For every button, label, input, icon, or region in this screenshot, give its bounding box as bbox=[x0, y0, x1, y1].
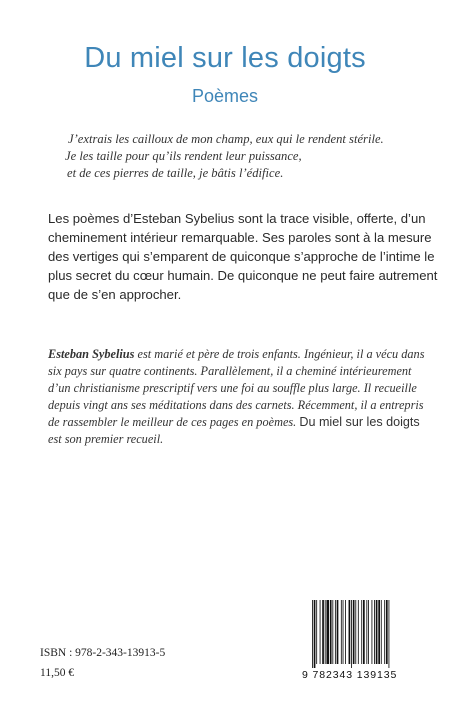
barcode-bar bbox=[381, 600, 382, 664]
barcode-bar bbox=[337, 600, 339, 664]
barcode-bar bbox=[345, 600, 346, 664]
barcode-bar bbox=[314, 600, 316, 668]
barcode-bar bbox=[312, 600, 313, 668]
blurb-paragraph bbox=[48, 209, 438, 304]
epigraph bbox=[65, 131, 408, 182]
barcode-bar bbox=[332, 600, 333, 664]
bio-text: est son premier recueil. bbox=[48, 432, 164, 446]
blurb-line: que de s’en approcher. bbox=[48, 287, 182, 302]
price: 11,50 € bbox=[40, 667, 75, 679]
author-name: Esteban Sybelius bbox=[48, 347, 135, 361]
barcode-bar bbox=[349, 600, 351, 664]
barcode-bar bbox=[326, 600, 329, 664]
book-title: Du miel sur les doigts bbox=[84, 42, 366, 74]
barcode-bar bbox=[378, 600, 380, 664]
barcode-bar bbox=[325, 600, 326, 664]
barcode-bar bbox=[353, 600, 355, 664]
book-subtitle: Poèmes bbox=[191, 86, 259, 106]
epigraph-line: et de ces pierres de taille, je bâtis l’édifice. bbox=[67, 166, 284, 180]
barcode-bars bbox=[310, 600, 414, 668]
barcode-bar bbox=[316, 600, 317, 664]
bio-text: depuis vingt ans ses méditations dans des carnets. Récemment, il a entrepris bbox=[48, 398, 424, 412]
bio-text: d’un christianisme prescriptif vers une foi au souffle plus large. Il recueille bbox=[48, 381, 417, 395]
blurb-line: plus secret du cœur humain. De quiconque ne peut faire autrement bbox=[48, 268, 438, 283]
barcode-bar bbox=[361, 600, 362, 664]
blurb-line: cheminement intérieur remarquable. Ses paroles sont à la mesure bbox=[48, 230, 432, 245]
barcode-bar bbox=[386, 600, 388, 664]
isbn: ISBN : 978-2-343-13913-5 bbox=[40, 647, 166, 659]
barcode-bar bbox=[358, 600, 359, 664]
blurb-line: Les poèmes d’Esteban Sybelius sont la trace visible, offerte, d’un bbox=[48, 211, 426, 226]
barcode-bar bbox=[368, 600, 369, 664]
bio-text: de rassembler le meilleur de ces pages en poèmes. bbox=[48, 415, 300, 429]
blurb-line: des vertiges qui s’emparent de quiconque s’approche de l’intime le bbox=[48, 249, 435, 264]
barcode-bar bbox=[376, 600, 378, 664]
barcode-bar bbox=[351, 600, 352, 668]
barcode-bar bbox=[363, 600, 365, 664]
barcode-bar bbox=[355, 600, 356, 664]
bio-text: six pays sur quatre continents. Parallèlement, il a cheminé intérieurement bbox=[48, 364, 412, 378]
barcode bbox=[310, 600, 414, 680]
epigraph-line: J’extrais les cailloux de mon champ, eux qui le rendent stérile. bbox=[68, 132, 384, 146]
barcode-bar bbox=[372, 600, 373, 664]
barcode-bar bbox=[341, 600, 342, 664]
bio-book-title: Du miel sur les doigts bbox=[299, 415, 420, 429]
bio-text: est marié et père de trois enfants. Ingénieur, il a vécu dans bbox=[134, 347, 425, 361]
barcode-bar bbox=[320, 600, 321, 664]
author-bio bbox=[48, 346, 425, 448]
barcode-bar bbox=[384, 600, 385, 664]
barcode-bar bbox=[335, 600, 336, 664]
barcode-digits: 9 782343 139135 bbox=[302, 669, 398, 681]
barcode-bar bbox=[330, 600, 332, 664]
barcode-bar bbox=[322, 600, 324, 664]
barcode-bar bbox=[366, 600, 367, 664]
barcode-bar bbox=[374, 600, 375, 664]
barcode-bar bbox=[343, 600, 344, 664]
barcode-bar bbox=[389, 600, 390, 668]
epigraph-line: Je les taille pour qu’ils rendent leur puissance, bbox=[65, 149, 302, 163]
